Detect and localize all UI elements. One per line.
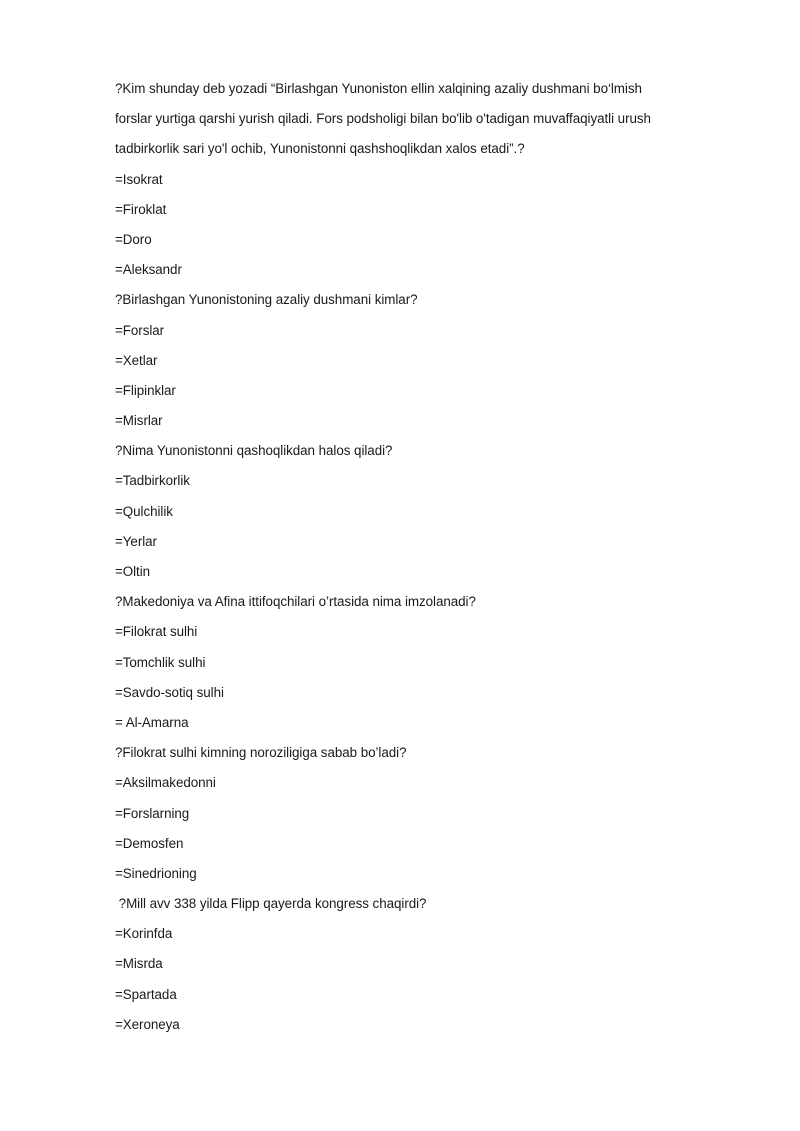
question-text: ?Makedoniya va Afina ittifoqchilari o’rtasida nima imzolanadi?	[115, 594, 476, 610]
question-block-6	[115, 889, 695, 1040]
answer-option: = Al-Amarna	[115, 714, 189, 730]
question-text: ?Nima Yunonistonni qashoqlikdan halos qiladi?	[115, 443, 393, 459]
answer-option: =Xeroneya	[115, 1016, 180, 1032]
answer-option: =Firoklat	[115, 201, 167, 217]
question-block-3	[115, 436, 695, 587]
answer-option: =Korinfda	[115, 926, 173, 942]
question-block-4	[115, 587, 695, 738]
question-text: ?Filokrat sulhi kimning noroziligiga sabab bo’ladi?	[115, 745, 407, 761]
answer-option: =Demosfen	[115, 835, 184, 851]
question-block-2	[115, 285, 695, 436]
answer-option: =Isokrat	[115, 171, 163, 187]
question-block-1	[115, 74, 695, 285]
answer-option: =Tadbirkorlik	[115, 473, 190, 489]
answer-option: =Forslarning	[115, 805, 190, 821]
question-text: forslar yurtiga qarshi yurish qiladi. Fors podsholigi bilan bo'lib o'tadigan muvaffaqiyatli urush	[115, 111, 651, 127]
question-text: ?Kim shunday deb yozadi “Birlashgan Yunoniston ellin xalqining azaliy dushmani bo‘lmish	[115, 81, 642, 96]
answer-option: =Yerlar	[115, 533, 157, 549]
question-block-5	[115, 738, 695, 889]
answer-option: =Qulchilik	[115, 503, 173, 519]
answer-option: =Tomchlik sulhi	[115, 654, 206, 670]
answer-option: =Flipinklar	[115, 382, 176, 398]
answer-option: =Misrlar	[115, 413, 163, 429]
answer-option: =Doro	[115, 231, 152, 247]
answer-option: =Spartada	[115, 986, 177, 1002]
answer-option: =Filokrat sulhi	[115, 624, 198, 640]
answer-option: =Forslar	[115, 322, 165, 338]
answer-option: =Sinedrioning	[115, 865, 197, 881]
answer-option: =Savdo-sotiq sulhi	[115, 684, 224, 700]
answer-option: =Aksilmakedonni	[115, 775, 216, 791]
answer-option: =Oltin	[115, 564, 151, 579]
answer-option: =Aleksandr	[115, 262, 182, 278]
question-text: tadbirkorlik sari yo'l ochib, Yunonistonni qashshoqlikdan xalos etadi”.?	[115, 141, 525, 157]
document-body	[115, 74, 695, 1040]
question-text: ?Mill avv 338 yilda Flipp qayerda kongress chaqirdi?	[115, 896, 427, 912]
question-text: ?Birlashgan Yunonistoning azaliy dushmani kimlar?	[115, 292, 418, 308]
answer-option: =Misrda	[115, 956, 163, 972]
answer-option: =Xetlar	[115, 352, 158, 368]
